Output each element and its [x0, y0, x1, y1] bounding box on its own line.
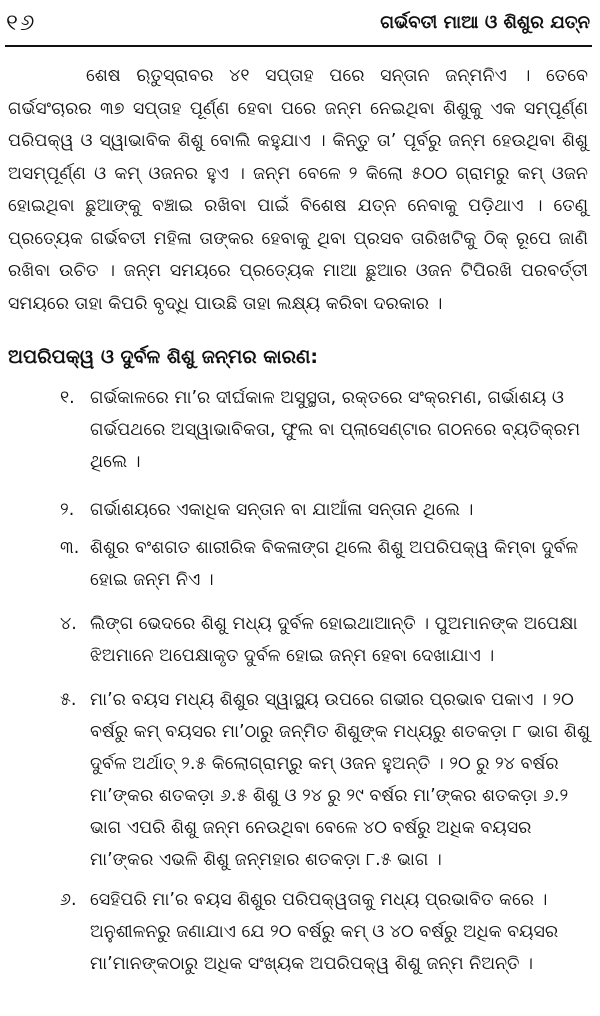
- running-title: ଗର୍ଭବତୀ ମାଆ ଓ ଶିଶୁର ଯତ୍ନ: [380, 12, 590, 33]
- item-number: ୨.: [60, 500, 75, 520]
- header-rule: [5, 45, 592, 47]
- intro-paragraph: ଶେଷ ଋତୁସ୍ରାବର ୪୧ ସପ୍ତାହ ପରେ ସନ୍ତାନ ଜନ୍ମନିଏ । ତେବେ ଗର୍ଭସଂଚାରର ୩୭ ସପ୍ତାହ ପୂର୍ଣ୍ଣ ହେବା ପରେ ଜନ୍ମ ନେଇଥିବା ଶିଶୁକୁ ଏକ ସମ୍ପୂର୍ଣ୍ଣ ପରିପକ୍ୱ ଓ ସ୍ୱାଭାବିକ ଶିଶୁ ବୋଲି କହୁଯାଏ । କିନ୍ତୁ ତା’ ପୂର୍ବରୁ ଜନ୍ମ ହେଉଥିବା ଶିଶୁ ଅସମ୍ପୂର୍ଣ୍ଣ ଓ କମ୍ ଓଜନର ହୁଏ । ଜନ୍ମ ବେଳେ ୨ କିଲୋ ୫୦୦ ଗ୍ରାମରୁ କମ୍ ଓଜନ ହୋଇଥିବା ଛୁଆଙ୍କୁ ବଞ୍ଚାଇ ରଖିବା ପାଇଁ ବିଶେଷ ଯତ୍ନ ନେବାକୁ ପଡ଼ିଥାଏ । ତେଣୁ ପ୍ରତ୍ୟେକ ଗର୍ଭବତୀ ମହିଳା ତାଙ୍କର ହେବାକୁ ଥିବା ପ୍ରସବ ତାରିଖଟିକୁ ଠିକ୍ ରୂପେ ଜାଣି ରଖିବା ଉଚିତ । ଜନ୍ମ ସମୟରେ ପ୍ରତ୍ୟେକ ମାଆ ଛୁଆର ଓଜନ ଟିପିରଖି ପରବର୍ତ୍ତୀ ସମୟରେ ତାହା କିପରି ବୃଦ୍ଧି ପାଉଛି ତାହା ଲକ୍ଷ୍ୟ କରିବା ଦରକାର ।: [8, 66, 588, 314]
- page-header: [0, 0, 600, 46]
- intro-section: [8, 60, 588, 320]
- item-text: ଶିଶୁର ବଂଶଗତ ଶାରୀରିକ ବିକଳାଙ୍ଗ ଥିଲେ ଶିଶୁ ଅପରିପକ୍ୱ କିମ୍ବା ଦୁର୍ବଳ ହୋଇ ଜନ୍ମ ନିଏ ।: [90, 538, 579, 590]
- list-item: [0, 532, 600, 608]
- item-number: ୩.: [60, 538, 80, 558]
- item-number: ୬.: [60, 890, 77, 910]
- list-item: [0, 494, 600, 532]
- item-text: ଲିଙ୍ଗ ଭେଦରେ ଶିଶୁ ମଧ୍ୟ ଦୁର୍ବଳ ହୋଇଥାଆନ୍ତି । ପୁଅମାନଙ୍କ ଅପେକ୍ଷା ଝିଅମାନେ ଅପେକ୍ଷାକୃତ ଦୁର୍ବଳ ହୋଇ ଜନ୍ମ ହେବା ଦେଖାଯାଏ ।: [90, 614, 578, 666]
- item-number: ୧.: [60, 388, 75, 408]
- list-item: [0, 608, 600, 684]
- page-number: ୧୬: [6, 10, 37, 36]
- causes-list: [0, 382, 600, 984]
- item-number: ୫.: [60, 690, 77, 710]
- list-item: [0, 684, 600, 884]
- list-item: [0, 382, 600, 494]
- item-number: ୪.: [60, 614, 77, 634]
- item-text: ସେହିପରି ମା’ର ବୟସ ଶିଶୁର ପରିପକ୍ୱତାକୁ ମଧ୍ୟ ପ୍ରଭାବିତ କରେ । ଅନୁଶୀଳନରୁ ଜଣାଯାଏ ଯେ ୨୦ ବର୍ଷରୁ କମ୍ ଓ ୪୦ ବର୍ଷରୁ ଅଧିକ ବୟସର ମା’ମାନଙ୍କଠାରୁ ଅଧିକ ସଂଖ୍ୟକ ଅପରିପକ୍ୱ ଶିଶୁ ଜନ୍ମ ନିଅନ୍ତି ।: [90, 890, 559, 974]
- item-text: ଗର୍ଭକାଳରେ ମା’ର ଦୀର୍ଘକାଳ ଅସୁସ୍ଥତା, ରକ୍ତରେ ସଂକ୍ରମଣ, ଗର୍ଭାଶୟ ଓ ଗର୍ଭପଥରେ ଅସ୍ୱାଭାବିକତା, ଫୁଲ ବା ପ୍ଲାସେଣ୍ଟାର ଗଠନରେ ବ୍ୟତିକ୍ରମ ଥିଲେ ।: [90, 388, 581, 472]
- section-heading: ଅପରିପକ୍ୱ ଓ ଦୁର୍ବଳ ଶିଶୁ ଜନ୍ମର କାରଣ:: [8, 346, 318, 368]
- item-text: ଗର୍ଭାଶୟରେ ଏକାଧିକ ସନ୍ତାନ ବା ଯାଆଁଳା ସନ୍ତାନ ଥିଲେ ।: [90, 500, 474, 520]
- item-text: ମା’ର ବୟସ ମଧ୍ୟ ଶିଶୁର ସ୍ୱାସ୍ଥ୍ୟ ଉପରେ ଗଭୀର ପ୍ରଭାବ ପକାଏ । ୨୦ ବର୍ଷରୁ କମ୍ ବୟସର ମା’ଠାରୁ ଜନ୍ମିତ ଶିଶୁଙ୍କ ମଧ୍ୟରୁ ଶତକଡ଼ା ୮ ଭାଗ ଶିଶୁ ଦୁର୍ବଳ ଅର୍ଥାତ୍ ୨.୫ କିଲୋଗ୍ରାମ୍‌ରୁ କମ୍ ଓଜନ ହୁଅନ୍ତି । ୨୦ ରୁ ୨୪ ବର୍ଷର ମା’ଙ୍କର ଶତକଡ଼ା ୬.୫ ଶିଶୁ ଓ ୨୪ ରୁ ୨୯ ବର୍ଷର ମା’ଙ୍କର ଶତକଡ଼ା ୬.୨ ଭାଗ ଏପରି ଶିଶୁ ଜନ୍ମ ନେଉଥିବା ବେଳେ ୪୦ ବର୍ଷରୁ ଅଧିକ ବୟସର ମା’ଙ୍କର ଏଭଳି ଶିଶୁ ଜନ୍ମହାର ଶତକଡ଼ା ୮.୫ ଭାଗ ।: [90, 690, 590, 870]
- list-item: [0, 884, 600, 984]
